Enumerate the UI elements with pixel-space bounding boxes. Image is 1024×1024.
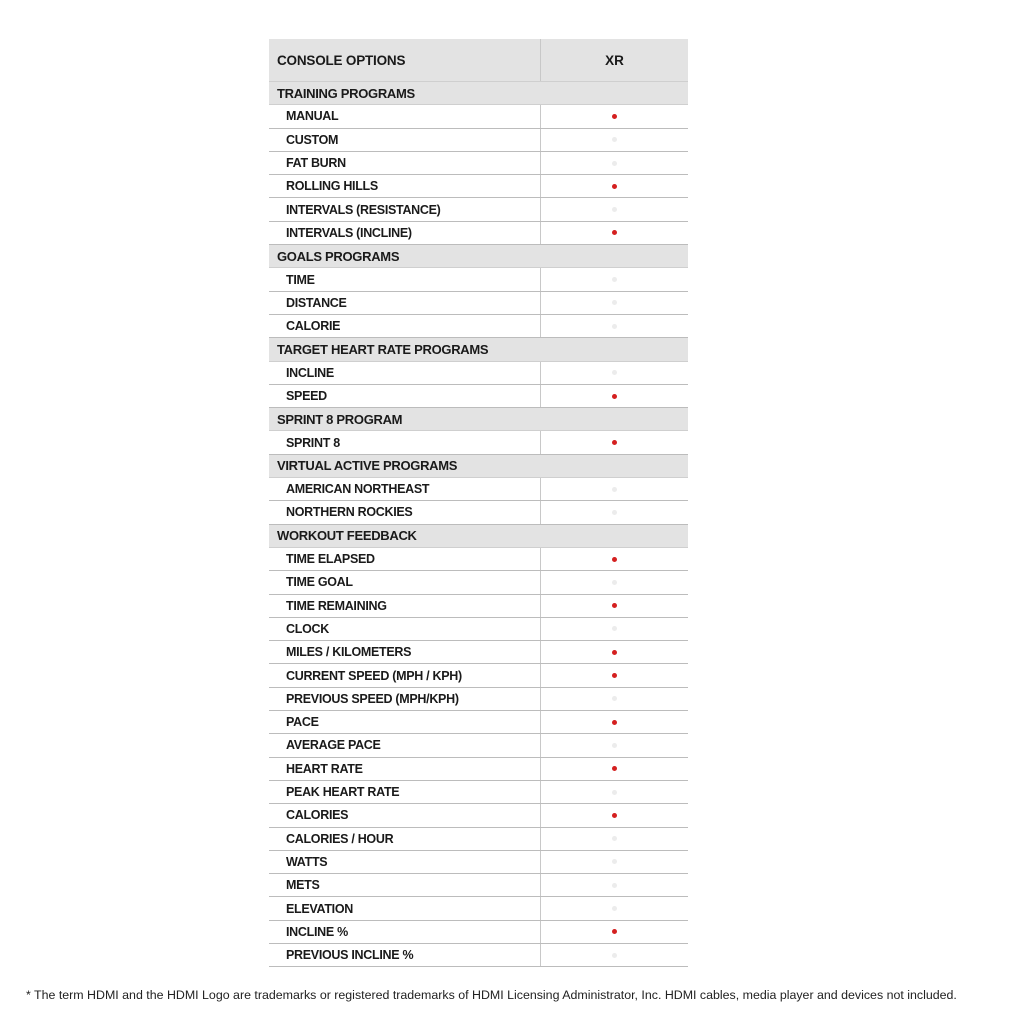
xr-cell	[541, 944, 688, 966]
table-row	[269, 292, 688, 315]
table-row	[269, 478, 688, 501]
table-row	[269, 851, 688, 874]
xr-cell	[541, 664, 688, 686]
not-included-dot-icon	[612, 300, 617, 305]
table-row	[269, 781, 688, 804]
table-row	[269, 385, 688, 408]
xr-cell	[541, 781, 688, 803]
header-label: CONSOLE OPTIONS	[269, 39, 541, 81]
xr-cell	[541, 129, 688, 151]
xr-cell	[541, 571, 688, 593]
xr-cell	[541, 152, 688, 174]
xr-cell	[541, 874, 688, 896]
not-included-dot-icon	[612, 580, 617, 585]
table-row	[269, 944, 688, 967]
xr-cell	[541, 921, 688, 943]
option-label: CUSTOM	[269, 129, 541, 151]
included-dot-icon	[612, 813, 617, 818]
xr-cell	[541, 711, 688, 733]
option-label: AVERAGE PACE	[269, 734, 541, 756]
included-dot-icon	[612, 673, 617, 678]
included-dot-icon	[612, 720, 617, 725]
xr-cell	[541, 362, 688, 384]
section-title: GOALS PROGRAMS	[277, 248, 400, 264]
header-column-xr: XR	[605, 52, 624, 68]
option-label: INTERVALS (INCLINE)	[269, 222, 541, 244]
included-dot-icon	[612, 766, 617, 771]
option-label: HEART RATE	[269, 758, 541, 780]
xr-cell	[541, 804, 688, 826]
table-row	[269, 664, 688, 687]
option-label: PREVIOUS INCLINE %	[269, 944, 541, 966]
option-label: MANUAL	[269, 105, 541, 127]
option-label: PREVIOUS SPEED (MPH/KPH)	[269, 688, 541, 710]
not-included-dot-icon	[612, 161, 617, 166]
table-row	[269, 758, 688, 781]
table-body	[269, 82, 688, 967]
section-title: TARGET HEART RATE PROGRAMS	[277, 341, 489, 357]
option-label: ROLLING HILLS	[269, 175, 541, 197]
xr-cell	[541, 548, 688, 570]
option-label: TIME ELAPSED	[269, 548, 541, 570]
option-label: CALORIE	[269, 315, 541, 337]
xr-cell	[541, 734, 688, 756]
xr-cell	[541, 175, 688, 197]
included-dot-icon	[612, 440, 617, 445]
option-label: ELEVATION	[269, 897, 541, 919]
table-row	[269, 105, 688, 128]
section-title: WORKOUT FEEDBACK	[277, 528, 417, 544]
option-label: INTERVALS (RESISTANCE)	[269, 198, 541, 220]
xr-cell	[541, 828, 688, 850]
not-included-dot-icon	[612, 859, 617, 864]
not-included-dot-icon	[612, 137, 617, 142]
table-row	[269, 804, 688, 827]
table-row	[269, 198, 688, 221]
not-included-dot-icon	[612, 790, 617, 795]
included-dot-icon	[612, 230, 617, 235]
xr-cell	[541, 478, 688, 500]
xr-cell	[541, 618, 688, 640]
table-row	[269, 268, 688, 291]
option-label: CLOCK	[269, 618, 541, 640]
section-title: VIRTUAL ACTIVE PROGRAMS	[277, 458, 458, 474]
included-dot-icon	[612, 557, 617, 562]
footnote: * The term HDMI and the HDMI Logo are trademarks or registered trademarks of HDMI Licensing Administrator, Inc. HDMI cables, media player and devices not included.	[26, 988, 957, 1002]
section-row	[269, 525, 688, 548]
xr-cell	[541, 222, 688, 244]
table-row	[269, 897, 688, 920]
section-row	[269, 82, 688, 105]
option-label: TIME GOAL	[269, 571, 541, 593]
table-row	[269, 129, 688, 152]
xr-cell	[541, 105, 688, 127]
not-included-dot-icon	[612, 743, 617, 748]
table-row	[269, 175, 688, 198]
table-header	[269, 39, 688, 82]
not-included-dot-icon	[612, 207, 617, 212]
not-included-dot-icon	[612, 277, 617, 282]
option-label: METS	[269, 874, 541, 896]
option-label: AMERICAN NORTHEAST	[269, 478, 541, 500]
section-title: TRAINING PROGRAMS	[277, 85, 415, 101]
included-dot-icon	[612, 114, 617, 119]
xr-cell	[541, 688, 688, 710]
not-included-dot-icon	[612, 510, 617, 515]
not-included-dot-icon	[612, 487, 617, 492]
table-row	[269, 618, 688, 641]
option-label: SPRINT 8	[269, 431, 541, 453]
console-options-table	[269, 39, 688, 967]
not-included-dot-icon	[612, 836, 617, 841]
table-row	[269, 711, 688, 734]
table-row	[269, 921, 688, 944]
xr-cell	[541, 431, 688, 453]
option-label: CALORIES	[269, 804, 541, 826]
xr-cell	[541, 851, 688, 873]
included-dot-icon	[612, 650, 617, 655]
table-row	[269, 571, 688, 594]
xr-cell	[541, 385, 688, 407]
included-dot-icon	[612, 929, 617, 934]
option-label: TIME REMAINING	[269, 595, 541, 617]
option-label: DISTANCE	[269, 292, 541, 314]
option-label: PACE	[269, 711, 541, 733]
table-row	[269, 734, 688, 757]
not-included-dot-icon	[612, 696, 617, 701]
not-included-dot-icon	[612, 883, 617, 888]
not-included-dot-icon	[612, 324, 617, 329]
section-row	[269, 408, 688, 431]
option-label: INCLINE %	[269, 921, 541, 943]
option-label: SPEED	[269, 385, 541, 407]
section-row	[269, 338, 688, 361]
table-row	[269, 222, 688, 245]
xr-cell	[541, 198, 688, 220]
option-label: WATTS	[269, 851, 541, 873]
table-row	[269, 828, 688, 851]
not-included-dot-icon	[612, 906, 617, 911]
table-row	[269, 501, 688, 524]
xr-cell	[541, 501, 688, 523]
xr-cell	[541, 641, 688, 663]
table-row	[269, 641, 688, 664]
option-label: PEAK HEART RATE	[269, 781, 541, 803]
section-title: SPRINT 8 PROGRAM	[277, 411, 403, 427]
table-row	[269, 548, 688, 571]
table-row	[269, 315, 688, 338]
section-row	[269, 245, 688, 268]
table-row	[269, 431, 688, 454]
option-label: NORTHERN ROCKIES	[269, 501, 541, 523]
option-label: CALORIES / HOUR	[269, 828, 541, 850]
table-row	[269, 874, 688, 897]
table-row	[269, 152, 688, 175]
option-label: FAT BURN	[269, 152, 541, 174]
xr-cell	[541, 292, 688, 314]
included-dot-icon	[612, 394, 617, 399]
option-label: INCLINE	[269, 362, 541, 384]
option-label: CURRENT SPEED (MPH / KPH)	[269, 664, 541, 686]
xr-cell	[541, 897, 688, 919]
xr-cell	[541, 595, 688, 617]
xr-cell	[541, 315, 688, 337]
xr-cell	[541, 268, 688, 290]
included-dot-icon	[612, 603, 617, 608]
xr-cell	[541, 758, 688, 780]
not-included-dot-icon	[612, 626, 617, 631]
option-label: TIME	[269, 268, 541, 290]
not-included-dot-icon	[612, 370, 617, 375]
section-row	[269, 455, 688, 478]
table-row	[269, 362, 688, 385]
included-dot-icon	[612, 184, 617, 189]
table-row	[269, 688, 688, 711]
table-row	[269, 595, 688, 618]
not-included-dot-icon	[612, 953, 617, 958]
option-label: MILES / KILOMETERS	[269, 641, 541, 663]
